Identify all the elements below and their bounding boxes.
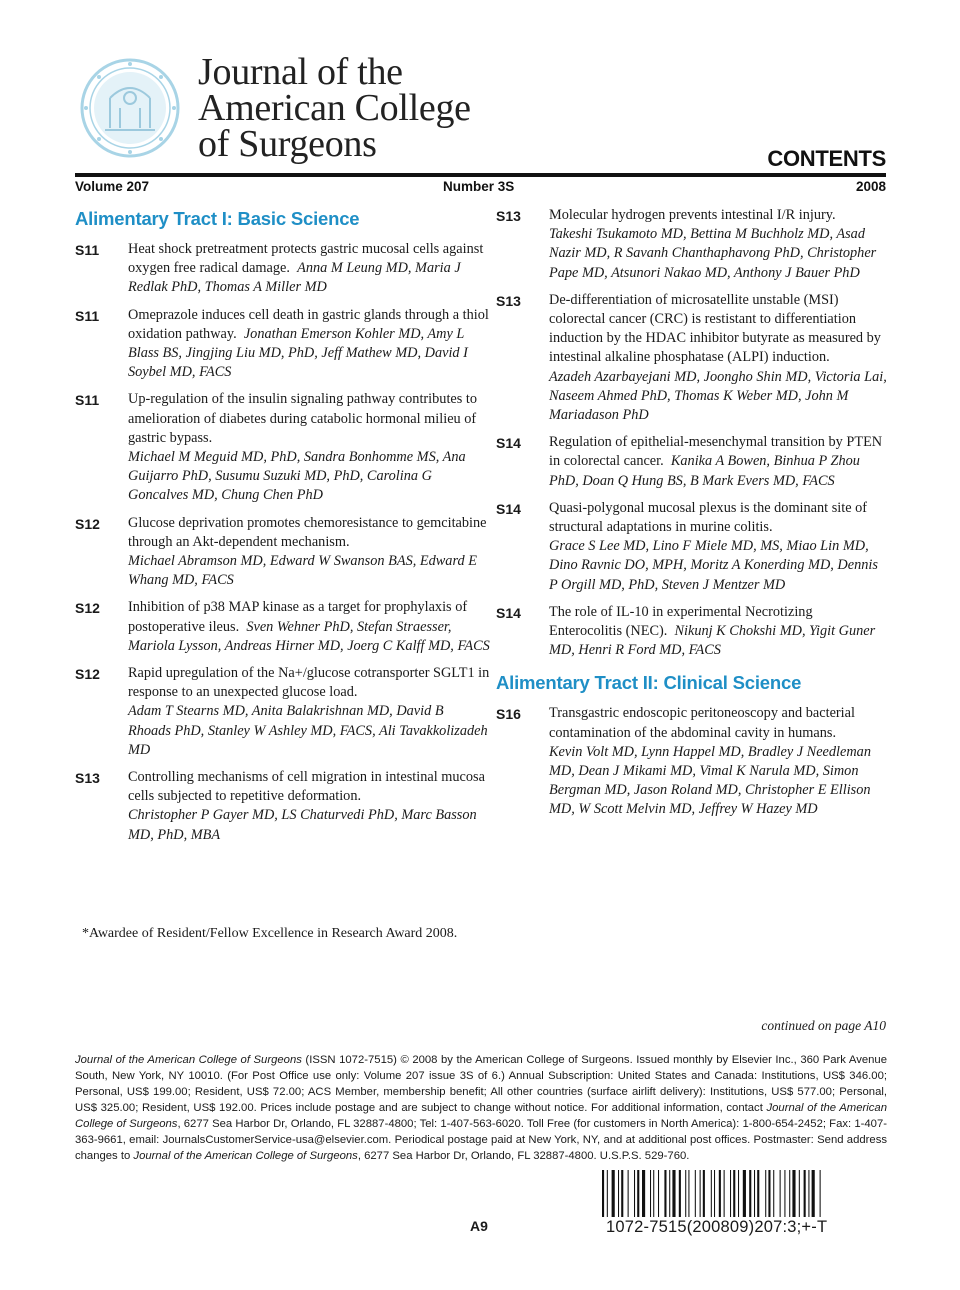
entry-title: Rapid upregulation of the Na+/glucose cotransporter SGLT1 in response to an unexpected glucose load. — [128, 665, 490, 701]
header-rule — [75, 173, 886, 177]
entry-page: S13 — [496, 208, 521, 224]
toc-entry[interactable] — [75, 390, 490, 505]
barcode-text: 1072-7515(200809)207:3;+-T — [606, 1218, 828, 1236]
entry-page: S11 — [75, 242, 100, 258]
entry-authors: Anna M Leung MD, Maria J Redlak PhD, Thomas A Miller MD — [128, 260, 461, 296]
toc-entry[interactable] — [496, 206, 888, 283]
toc-entry[interactable] — [75, 240, 490, 298]
barcode-icon — [602, 1170, 888, 1217]
toc-entry[interactable] — [496, 704, 888, 819]
toc-entry[interactable] — [75, 598, 490, 656]
journal-name: Journal of the American College of Surgeons — [75, 1102, 887, 1130]
toc-entry[interactable] — [75, 768, 490, 845]
section-heading: Alimentary Tract II: Clinical Science — [496, 672, 802, 694]
publisher-text: , 6277 Sea Harbor Dr, Orlando, FL 32887-4800; Tel: 1-407-563-6020. Toll Free (for customers in North America): 1-800-654-2452; Fax: 1-407-363-9661, email: JournalsCustomerService-usa@elsevier.com. Periodical postage paid at New York, NY, and at additional post offices. Postmaster: Send address changes to — [75, 1118, 887, 1162]
toc-entry[interactable] — [496, 603, 888, 661]
volume-label: Volume 207 — [75, 179, 150, 194]
contents-heading: CONTENTS — [767, 146, 886, 171]
entry-title: Molecular hydrogen prevents intestinal I/R injury. — [549, 207, 836, 223]
year-label: 2008 — [855, 179, 886, 194]
toc-entry[interactable] — [75, 514, 490, 591]
publisher-text: (ISSN 1072-7515) © 2008 by the American College of Surgeons. Issued monthly by Elsevier Inc., 360 Park Avenue South, New York, NY 10010. (For Post Office use only: Volume 207 issue 3S of 6.) Annual Subscription: United States and Canada: Institutions, US$ 346.00; Personal, US$ 199.00; Resident, US$ 72.00; ACS Member, membership benefit; All other countries (surface airlift delivery): Institutions, US$ 577.00; Personal, US$ 325.00; Resident, US$ 192.00. Prices include postage and are subject to change without notice. For additional information, contact — [75, 1054, 887, 1114]
entry-title: De-differentiation of microsatellite unstable (MSI) colorectal cancer (CRC) is restistant to differentiation induction by the HDAC inhibitor butyrate as measured by intestinal alkaline phosphatase (ALPI) induction. — [549, 291, 881, 366]
entry-page: S12 — [75, 666, 100, 683]
publisher-text: , 6277 Sea Harbor Dr, Orlando, FL 32887-4800. U.S.P.S. 529-760. — [357, 1150, 690, 1162]
entry-page: S14 — [496, 435, 521, 452]
award-footnote: *Awardee of Resident/Fellow Excellence in Research Award 2008. — [82, 926, 458, 941]
entry-authors: Michael Abramson MD, Edward W Swanson BAS, Edward E Whang MD, FACS — [128, 553, 477, 589]
toc-entry[interactable] — [496, 433, 888, 491]
journal-title — [198, 51, 471, 165]
entry-authors: Christopher P Gayer MD, LS Chaturvedi PhD, Marc Basson MD, PhD, MBA — [128, 807, 477, 843]
journal-title-line: American College — [198, 87, 471, 129]
entry-authors: Nikunj K Chokshi MD, Yigit Guner MD, Henri R Ford MD, FACS — [549, 623, 876, 659]
entry-title: Heat shock pretreatment protects gastric mucosal cells against oxygen free radical damage. — [128, 241, 484, 277]
entry-title: Controlling mechanisms of cell migration in intestinal mucosa cells subjected to repetitive deformation. — [128, 769, 485, 805]
entry-page: S13 — [496, 292, 521, 309]
section-heading: Alimentary Tract I: Basic Science — [75, 208, 360, 229]
page-number: A9 — [470, 1218, 488, 1234]
issue-number-label: Number 3S — [443, 179, 515, 194]
entry-authors: Jonathan Emerson Kohler MD, Amy L Blass BS, Jingjing Liu MD, PhD, Jeff Mathew MD, David I Soybel MD, FACS — [128, 325, 468, 381]
toc-entry[interactable] — [496, 291, 888, 425]
entry-page: S12 — [75, 515, 100, 532]
entry-authors: Adam T Stearns MD, Anita Balakrishnan MD, David B Rhoads PhD, Stanley W Ashley MD, FACS, Ali Tavakkolizadeh MD — [128, 703, 488, 758]
entry-title: Inhibition of p38 MAP kinase as a target for prophylaxis of postoperative ileus. — [128, 599, 468, 635]
journal-name: Journal of the American College of Surgeons — [75, 1054, 302, 1066]
entry-authors: Kevin Volt MD, Lynn Happel MD, Bradley J Needleman MD, Dean J Mikami MD, Vimal K Narula MD, Simon Bergman MD, Jason Roland MD, Christopher E Ellison MD, W Scott Melvin MD, Jeffrey W Hazey MD — [549, 743, 871, 818]
contents-left-column — [75, 206, 490, 853]
entry-title: Omeprazole induces cell death in gastric glands through a thiol oxidation pathway. — [128, 306, 489, 342]
entry-page: S14 — [496, 604, 521, 621]
entry-title: Regulation of epithelial-mesenchymal transition by PTEN in colorectal cancer. — [549, 434, 883, 470]
entry-title: Up-regulation of the insulin signaling pathway contributes to amelioration of diabetes during catabolic hormonal milieu of gastric bypass. — [128, 391, 478, 446]
entry-page: S12 — [75, 600, 100, 617]
entry-title: Quasi-polygonal mucosal plexus is the dominant site of structural adaptations in murine colitis. — [549, 499, 868, 536]
journal-name: Journal of the American College of Surgeons — [133, 1150, 358, 1162]
toc-entry[interactable] — [75, 306, 490, 383]
entry-title: Glucose deprivation promotes chemoresistance to gemcitabine through an Akt-dependent mechanism. — [128, 514, 487, 550]
college-seal-icon — [80, 58, 180, 158]
toc-entry[interactable] — [75, 664, 490, 760]
entry-authors: Kanika A Bowen, Binhua P Zhou PhD, Doan Q Hung BS, B Mark Evers MD, FACS — [549, 453, 860, 489]
entry-page: S16 — [496, 706, 521, 723]
entry-authors: Sven Wehner PhD, Stefan Straesser, Mariola Lysson, Andreas Hirner MD, Joerg C Kalff MD, FACS — [128, 618, 490, 654]
continued-note: continued on page A10 — [761, 1018, 886, 1033]
publisher-info — [75, 1052, 887, 1164]
entry-page: S11 — [75, 392, 100, 409]
entry-title: The role of IL-10 in experimental Necrotizing Enterocolitis (NEC). — [549, 603, 813, 640]
entry-authors: Grace S Lee MD, Lino F Miele MD, MS, Miao Lin MD, Dino Ravnic DO, MPH, Moritz A Konerding MD, Dennis P Orgill MD, PhD, Steven J Mentzer MD — [549, 538, 878, 593]
contents-right-column — [496, 206, 888, 828]
entry-page: S13 — [75, 770, 100, 787]
entry-title: Transgastric endoscopic peritoneoscopy and bacterial contamination of the abdominal cavity in humans. — [549, 705, 855, 741]
entry-page: S11 — [75, 307, 100, 324]
entry-authors: Azadeh Azarbayejani MD, Joongho Shin MD, Victoria Lai, Naseem Ahmed PhD, Thomas K Weber MD, John M Mariadason PhD — [549, 368, 887, 424]
entry-authors: Michael M Meguid MD, PhD, Sandra Bonhomme MS, Ana Guijarro PhD, Susumu Suzuki MD, PhD, Carolina G Goncalves MD, Chung Chen PhD — [128, 449, 466, 504]
entry-page: S14 — [496, 500, 521, 517]
journal-title-line: Journal of the — [198, 51, 403, 93]
journal-title-line: of Surgeons — [198, 123, 377, 165]
entry-authors: Takeshi Tsukamoto MD, Bettina M Buchholz MD, Asad Nazir MD, R Savanh Chanthaphavong PhD, Christopher Pape MD, Atsunori Nakao MD, Anthony J Bauer PhD — [549, 226, 877, 281]
toc-entry[interactable] — [496, 499, 888, 595]
